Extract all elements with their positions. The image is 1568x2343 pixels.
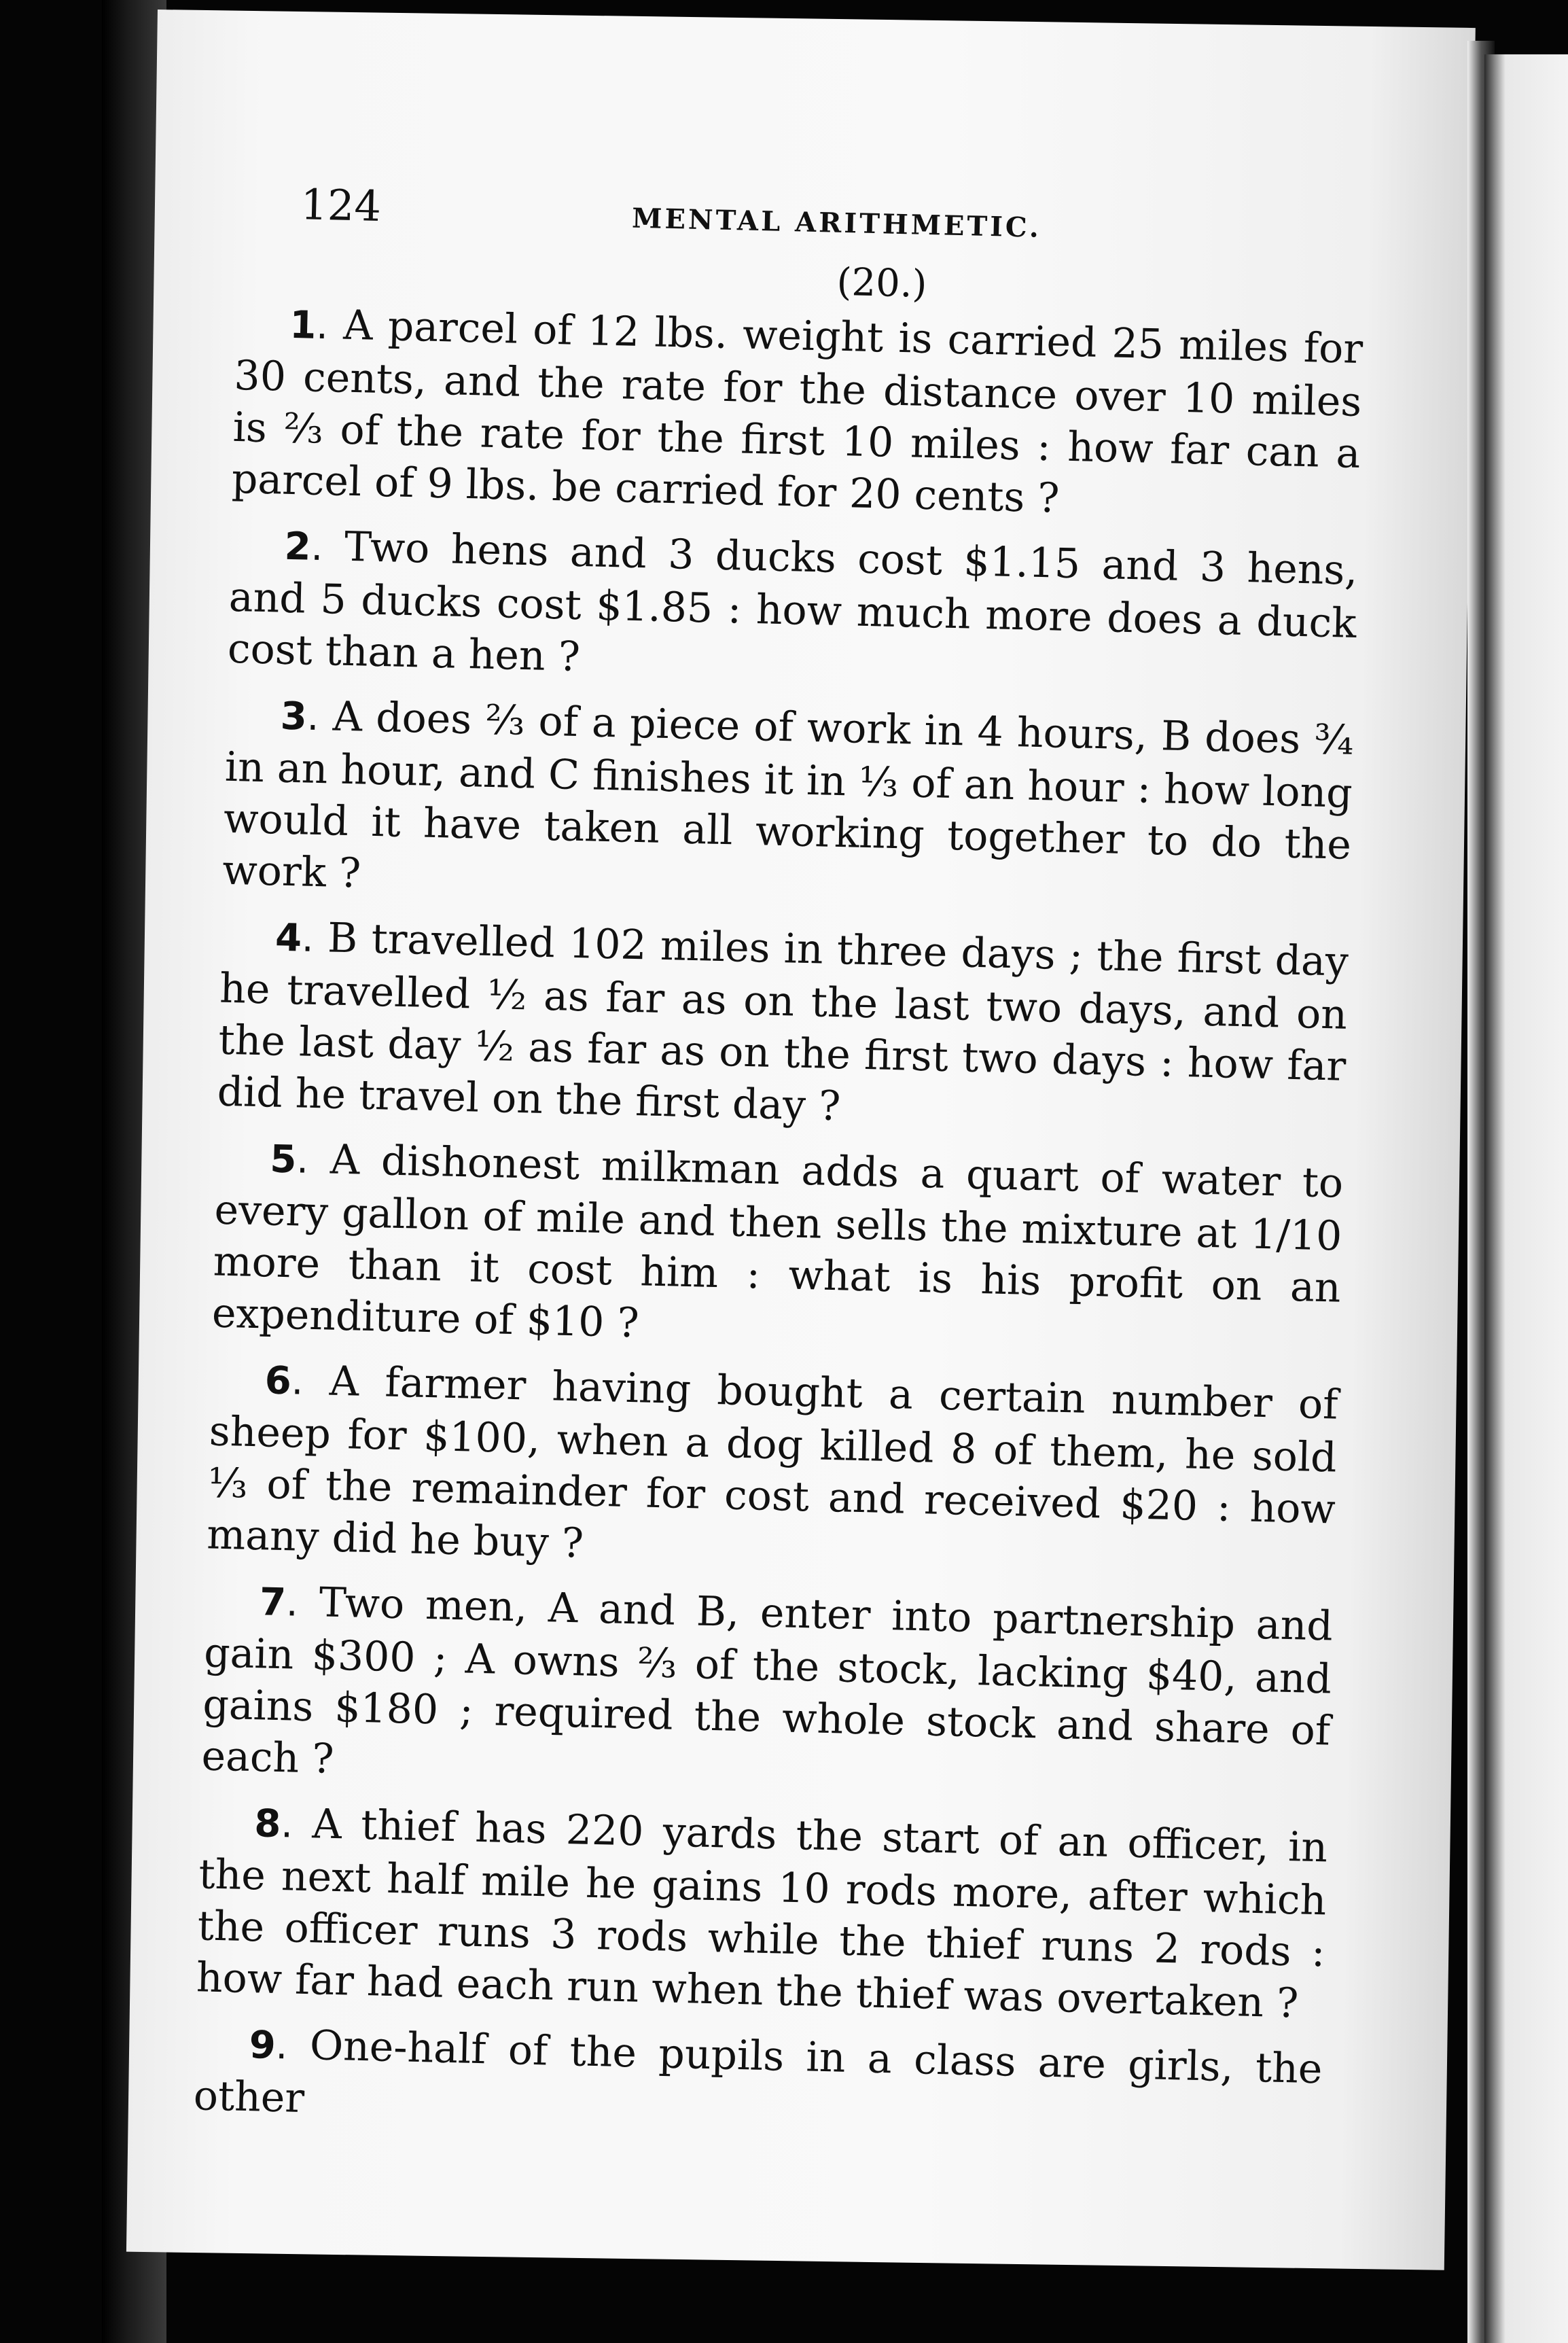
problem-4 [217, 910, 1349, 1144]
problem-number: 4 . [220, 915, 314, 961]
problem-number: 7 . [204, 1579, 298, 1625]
running-head: MENTAL ARITHMETIC. [631, 202, 1042, 244]
page-text [193, 163, 1367, 2162]
problem-number: 2 . [230, 523, 323, 569]
problem-2 [227, 518, 1358, 701]
problem-text: A farmer having bought a certain number of sheep for $100, when a dog killed 8 of them, he sold ⅓ of the remainder for cost and received $20 : how many did he buy ? [206, 1357, 1339, 1568]
section-number: (20.) [836, 260, 928, 306]
page-number: 124 [300, 179, 382, 231]
problem-5 [211, 1131, 1344, 1366]
problem-number: 8 . [200, 1800, 293, 1846]
problem-text: A thief has 220 yards the start of an officer, in the next half mile he gains 10 rods more, after which the officer runs 3 rods while the thief runs 2 rods : how far had each run when the thief was overtaken ? [196, 1800, 1328, 2028]
problem-3 [222, 688, 1355, 923]
problem-9 [193, 2017, 1323, 2148]
problem-text: Two hens and 3 ducks cost $1.15 and 3 hens, and 5 ducks cost $1.85 : how much more does a duck cost than a hen ? [227, 523, 1359, 682]
problem-8 [196, 1795, 1328, 2030]
problem-text: A parcel of 12 lbs. weight is carried 25 miles for 30 cents, and the rate for the distance over 10 miles is ⅔ of the rate for the first 10 miles : how far can a parcel of 9 lbs. be carried for 20 cents ? [231, 301, 1364, 523]
problem-text: B travelled 102 miles in three days ; the first day he travelled ½ as far as on the last two days, and on the last day ½ as far as on the first two days : how far did he travel on the first day ? [216, 914, 1349, 1131]
problem-text: One-half of the pupils in a class are girls, the other [193, 2022, 1323, 2123]
problem-1 [231, 297, 1364, 531]
problem-text: Two men, A and B, enter into partnership and gain $300 ; A owns ⅔ of the stock, lacking $40, and gains $180 ; required the whole stock and share of each ? [200, 1579, 1334, 1783]
problem-number: 1 . [235, 302, 329, 348]
problem-6 [207, 1353, 1339, 1587]
problem-number: 3 . [226, 693, 319, 739]
problem-text: A does ⅔ of a piece of work in 4 hours, B does ¾ in an hour, and C finishes it in ⅓ of an hour : how long would it have taken all working together to do the work ? [221, 692, 1355, 898]
problem-7 [201, 1574, 1334, 1808]
problem-number: 9 . [194, 2022, 288, 2068]
problem-number: 6 . [210, 1358, 304, 1404]
adjacent-page-edge [1484, 54, 1568, 2343]
problem-text: A dishonest milkman adds a quart of water to every gallon of mile and then sells the mixture at 1/10 more than it cost him : what is his profit on an expenditure of $10 ? [211, 1135, 1344, 1347]
problem-number: 5 . [215, 1136, 309, 1182]
